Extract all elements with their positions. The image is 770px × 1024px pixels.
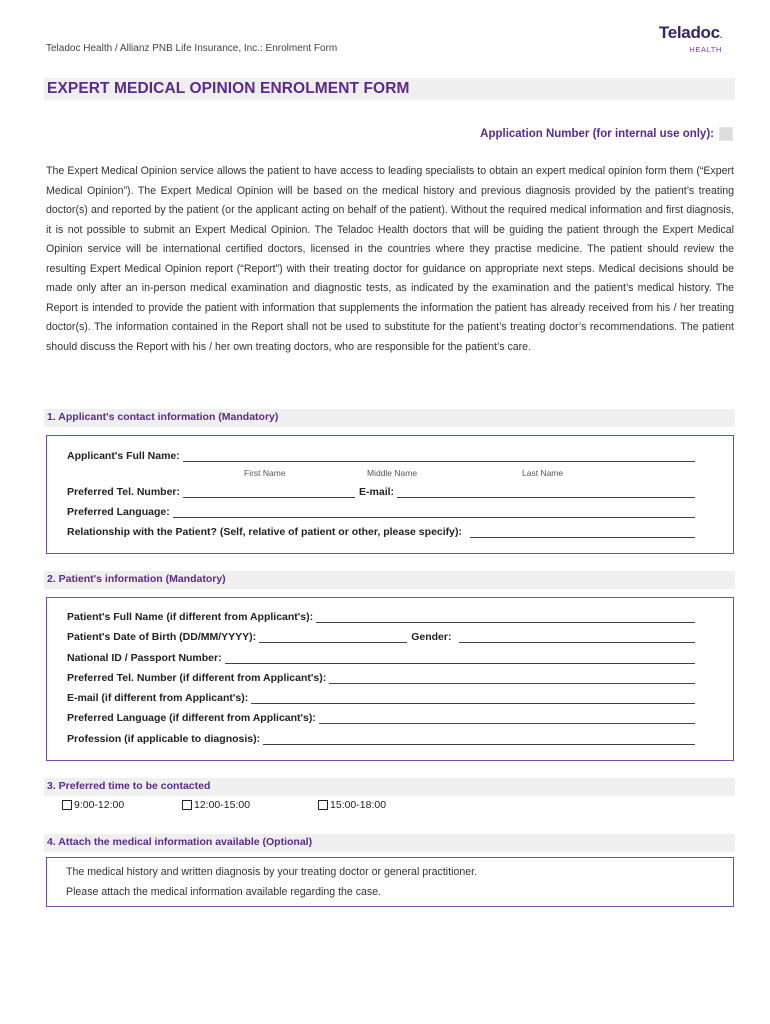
time-option-label: 9:00-12:00 [74,799,125,811]
section-2-header [44,571,735,589]
application-number [480,127,733,141]
patient-email-label: E-mail (if different from Applicant's): [67,692,249,704]
applicant-full-name-row [67,448,695,462]
first-name-caption: First Name [244,468,286,478]
patient-language-row [67,710,695,724]
applicant-language-label: Preferred Language: [67,506,170,518]
contact-time-options [62,799,386,811]
patient-tel-label: Preferred Tel. Number (if different from Applicant's): [67,672,327,684]
title-bar [44,78,735,100]
patient-full-name-row [67,609,695,623]
application-number-label: Application Number (for internal use only): [480,128,714,140]
checkbox-icon[interactable] [62,800,72,810]
national-id-row [67,650,695,664]
form-title: EXPERT MEDICAL OPINION ENROLMENT FORM [47,80,410,97]
last-name-caption: Last Name [522,468,564,478]
profession-label: Profession (if applicable to diagnosis): [67,733,261,745]
section-1-title: 1. Applicant's contact information (Mandatory) [47,411,279,423]
patient-email-field[interactable] [251,694,695,704]
profession-row [67,731,695,745]
section-1-header [44,409,735,427]
patient-dob-gender-row [67,629,695,643]
section-3-header [44,778,735,796]
patient-tel-row [67,670,695,684]
applicant-full-name-label: Applicant's Full Name: [67,450,180,462]
attach-line-1: The medical history and written diagnosis by your treating doctor or general practitioner. [66,866,478,878]
logo-wordmark: Teladoc. [658,23,722,42]
section-1-box [46,435,734,554]
header-form-caption: Teladoc Health / Allianz PNB Life Insurance, Inc.: Enrolment Form [46,43,338,54]
section-4-header [44,834,735,852]
patient-tel-field[interactable] [329,674,695,684]
patient-language-label: Preferred Language (if different from Applicant's): [67,712,316,724]
application-number-field[interactable] [719,127,733,141]
section-2-title: 2. Patient's information (Mandatory) [47,573,226,585]
time-option-label: 12:00-15:00 [194,799,251,811]
time-option-midday[interactable] [182,799,318,811]
patient-dob-field[interactable] [259,633,407,643]
section-2-box [46,597,734,761]
section-4-title: 4. Attach the medical information available (Optional) [47,836,313,848]
time-option-afternoon[interactable] [318,799,386,811]
section-4-box[interactable] [46,857,734,907]
applicant-tel-field[interactable] [183,488,355,498]
applicant-language-field[interactable] [173,508,695,518]
time-option-morning[interactable] [62,799,182,811]
relationship-label: Relationship with the Patient? (Self, relative of patient or other, please specify): [67,526,462,538]
patient-gender-field[interactable] [459,633,695,643]
middle-name-caption: Middle Name [367,468,418,478]
time-option-label: 15:00-18:00 [330,799,387,811]
checkbox-icon[interactable] [182,800,192,810]
checkbox-icon[interactable] [318,800,328,810]
patient-email-row [67,690,695,704]
patient-full-name-label: Patient's Full Name (if different from Applicant's): [67,611,314,623]
applicant-full-name-field[interactable] [183,452,695,462]
applicant-tel-email-row [67,484,695,498]
patient-full-name-field[interactable] [316,613,695,623]
applicant-email-label: E-mail: [359,486,395,498]
patient-gender-label: Gender: [411,631,452,643]
attach-line-2: Please attach the medical information available regarding the case. [66,886,382,898]
applicant-email-field[interactable] [397,488,695,498]
applicant-tel-label: Preferred Tel. Number: [67,486,181,498]
relationship-field[interactable] [470,528,695,538]
national-id-label: National ID / Passport Number: [67,652,222,664]
teladoc-logo [659,24,722,54]
applicant-language-row [67,504,695,518]
section-3-title: 3. Preferred time to be contacted [47,780,211,792]
profession-field[interactable] [263,735,695,745]
patient-dob-label: Patient's Date of Birth (DD/MM/YYYY): [67,631,257,643]
patient-language-field[interactable] [319,714,695,724]
intro-paragraph: The Expert Medical Opinion service allows the patient to have access to leading specialists to obtain an expert medical opinion form them (“Expert Medical Opinion”). The Expert Medical Opinion will be based on the medical history and previous diagnosis provided by the patient’s treating doctor(s) and reported by the patient (or the applicant acting on behalf of the patient). Without the required medical information and first diagnosis, it is not possible to submit an Expert Medical Opinion. The Teladoc Health doctors that will be guiding the patient through the Expert Medical Opinion service will be international certified doctors, licensed in the countries where they practise medicine. The patient should review the resulting Expert Medical Opinion report (“Report”) with their treating doctor for guidance on appropriate next steps. Medical decisions should be made only after an in-person medical examination and diagnostic tests, as indicated by the examination and the patient’s medical history. The Report is intended to provide the patient with information that supplements the information the patient has already received from his / her treating doctor(s). The information contained in the Report shall not be used to substitute for the patient’s treating doctor’s recommendations. The patient should discuss the Report with his / her own treating doctors, who are responsible for the patient’s care. [46,165,734,353]
national-id-field[interactable] [225,654,695,664]
logo-subtext: HEALTH [689,45,722,54]
relationship-row [67,524,695,538]
